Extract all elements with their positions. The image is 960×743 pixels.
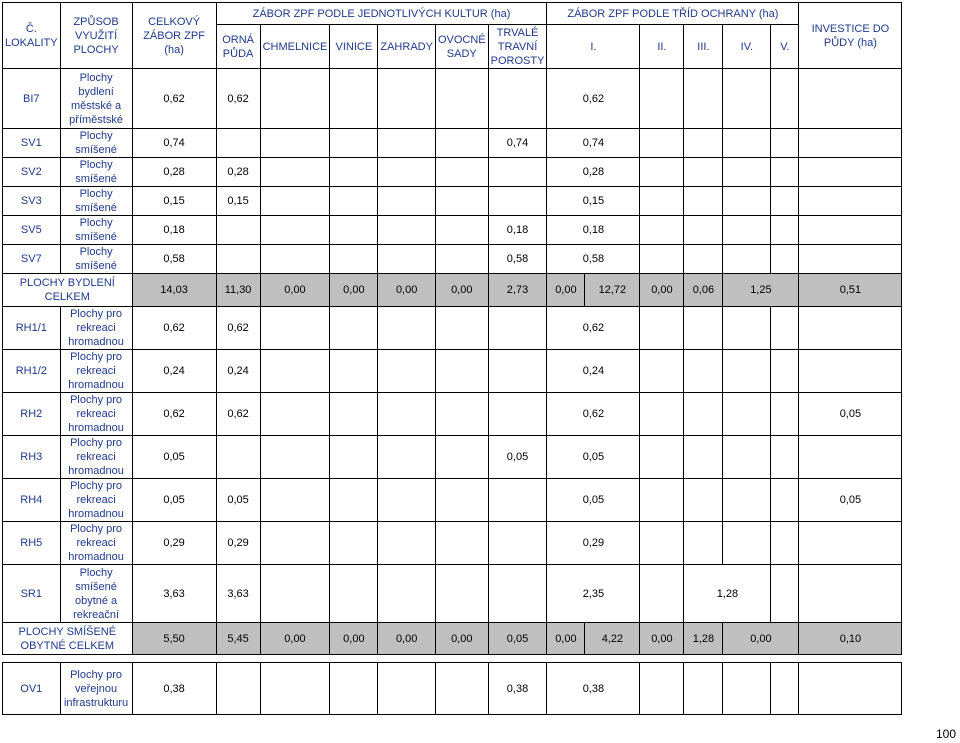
table-row xyxy=(3,436,902,479)
orna-value: 3,63 xyxy=(216,565,260,623)
ttp-value xyxy=(488,187,547,216)
total-value: 0,05 xyxy=(132,436,216,479)
total-class-1: 12,72 xyxy=(585,274,640,307)
total-orna: 5,45 xyxy=(216,623,260,655)
total-value: 0,62 xyxy=(132,393,216,436)
header-total: CELKOVÝ ZÁBOR ZPF (ha) xyxy=(132,3,216,69)
total-class-3: 1,28 xyxy=(684,623,723,655)
header-class-4: IV. xyxy=(723,25,771,69)
locality-code: RH5 xyxy=(3,522,61,565)
total-orna: 11,30 xyxy=(216,274,260,307)
orna-value: 0,15 xyxy=(216,187,260,216)
ttp-value xyxy=(488,393,547,436)
orna-value: 0,62 xyxy=(216,307,260,350)
total-ttp: 0,05 xyxy=(488,623,547,655)
total-investment: 0,51 xyxy=(799,274,902,307)
locality-code: RH4 xyxy=(3,479,61,522)
investment-value xyxy=(799,307,902,350)
locality-code: OV1 xyxy=(3,663,61,715)
usage-label: Plochy pro rekreaci hromadnou xyxy=(60,350,132,393)
locality-code: SR1 xyxy=(3,565,61,623)
orna-value xyxy=(216,129,260,158)
header-ttp: TRVALÉ TRAVNÍ POROSTY xyxy=(488,25,547,69)
table-row xyxy=(3,307,902,350)
class-3-value: 1,28 xyxy=(684,565,771,623)
usage-label: Plochy smíšené xyxy=(60,187,132,216)
usage-label: Plochy pro rekreaci hromadnou xyxy=(60,307,132,350)
locality-code: SV5 xyxy=(3,216,61,245)
ttp-value xyxy=(488,350,547,393)
investment-value xyxy=(799,158,902,187)
total-ttp: 2,73 xyxy=(488,274,547,307)
header-class-3: III. xyxy=(684,25,723,69)
header-locality: Č. LOKALITY xyxy=(3,3,61,69)
table-row xyxy=(3,522,902,565)
total-label: PLOCHY SMÍŠENÉ OBYTNÉ CELKEM xyxy=(3,623,133,655)
investment-value: 0,05 xyxy=(799,393,902,436)
investment-value xyxy=(799,350,902,393)
total-sum: 5,50 xyxy=(132,623,216,655)
ttp-value: 0,38 xyxy=(488,663,547,715)
table-row xyxy=(3,187,902,216)
usage-label: Plochy smíšené obytné a rekreační xyxy=(60,565,132,623)
total-investment: 0,10 xyxy=(799,623,902,655)
total-class-2: 0,00 xyxy=(640,623,684,655)
table-row xyxy=(3,350,902,393)
locality-code: RH2 xyxy=(3,393,61,436)
table-row xyxy=(3,663,902,715)
ttp-value xyxy=(488,522,547,565)
ttp-value xyxy=(488,307,547,350)
total-row xyxy=(3,274,902,307)
class-1-value: 0,24 xyxy=(547,350,640,393)
class-1-value: 0,18 xyxy=(547,216,640,245)
locality-code: SV1 xyxy=(3,129,61,158)
investment-value xyxy=(799,216,902,245)
ttp-value: 0,58 xyxy=(488,245,547,274)
ttp-value xyxy=(488,479,547,522)
table-row xyxy=(3,393,902,436)
usage-label: Plochy bydlení městské a příměstské xyxy=(60,69,132,129)
orna-value: 0,28 xyxy=(216,158,260,187)
header-orna: ORNÁ PŮDA xyxy=(216,25,260,69)
total-class-4: 1,25 xyxy=(723,274,799,307)
header-class-1: I. xyxy=(547,25,640,69)
ttp-value xyxy=(488,69,547,129)
total-label: PLOCHY BYDLENÍ CELKEM xyxy=(3,274,133,307)
total-class-4: 0,00 xyxy=(723,623,799,655)
class-1-value: 0,05 xyxy=(547,436,640,479)
class-1-value: 2,35 xyxy=(547,565,640,623)
total-value: 0,15 xyxy=(132,187,216,216)
zpf-table xyxy=(2,2,902,715)
investment-value xyxy=(799,436,902,479)
total-value: 0,28 xyxy=(132,158,216,187)
header-vinice: VINICE xyxy=(330,25,378,69)
class-1-value: 0,15 xyxy=(547,187,640,216)
total-zahrady: 0,00 xyxy=(378,274,436,307)
total-value: 0,24 xyxy=(132,350,216,393)
class-1-value: 0,38 xyxy=(547,663,640,715)
header-investment: INVESTICE DO PŮDY (ha) xyxy=(799,3,902,69)
investment-value xyxy=(799,522,902,565)
header-cultures: ZÁBOR ZPF PODLE JEDNOTLIVÝCH KULTUR (ha) xyxy=(216,3,547,25)
class-1-value: 0,74 xyxy=(547,129,640,158)
total-value: 0,29 xyxy=(132,522,216,565)
usage-label: Plochy pro veřejnou infrastrukturu xyxy=(60,663,132,715)
locality-code: SV2 xyxy=(3,158,61,187)
class-1-value: 0,62 xyxy=(547,307,640,350)
usage-label: Plochy smíšené xyxy=(60,129,132,158)
investment-value xyxy=(799,565,902,623)
orna-value xyxy=(216,436,260,479)
locality-code: SV3 xyxy=(3,187,61,216)
investment-value: 0,05 xyxy=(799,479,902,522)
table-row xyxy=(3,69,902,129)
total-value: 0,62 xyxy=(132,307,216,350)
locality-code: BI7 xyxy=(3,69,61,129)
class-1-value: 0,62 xyxy=(547,69,640,129)
header-class-5: V. xyxy=(771,25,799,69)
total-col: 0,00 xyxy=(547,274,585,307)
investment-value xyxy=(799,663,902,715)
table-row xyxy=(3,479,902,522)
total-chmelnice: 0,00 xyxy=(260,623,330,655)
total-zahrady: 0,00 xyxy=(378,623,436,655)
header-ovocne: OVOCNÉ SADY xyxy=(435,25,488,69)
total-vinice: 0,00 xyxy=(330,274,378,307)
total-value: 0,74 xyxy=(132,129,216,158)
table-row xyxy=(3,216,902,245)
investment-value xyxy=(799,129,902,158)
total-value: 0,62 xyxy=(132,69,216,129)
usage-label: Plochy pro rekreaci hromadnou xyxy=(60,479,132,522)
header-class-2: II. xyxy=(640,25,684,69)
locality-code: RH1/1 xyxy=(3,307,61,350)
usage-label: Plochy smíšené xyxy=(60,158,132,187)
orna-value xyxy=(216,245,260,274)
table-row xyxy=(3,129,902,158)
orna-value: 0,05 xyxy=(216,479,260,522)
class-1-value: 0,29 xyxy=(547,522,640,565)
total-value: 0,18 xyxy=(132,216,216,245)
usage-label: Plochy smíšené xyxy=(60,245,132,274)
total-ovocne: 0,00 xyxy=(435,623,488,655)
class-1-value: 0,62 xyxy=(547,393,640,436)
investment-value xyxy=(799,187,902,216)
total-value: 0,05 xyxy=(132,479,216,522)
orna-value xyxy=(216,663,260,715)
class-1-value: 0,05 xyxy=(547,479,640,522)
ttp-value: 0,74 xyxy=(488,129,547,158)
orna-value: 0,62 xyxy=(216,393,260,436)
orna-value: 0,29 xyxy=(216,522,260,565)
total-value: 0,38 xyxy=(132,663,216,715)
ttp-value: 0,05 xyxy=(488,436,547,479)
total-vinice: 0,00 xyxy=(330,623,378,655)
investment-value xyxy=(799,245,902,274)
header-usage: ZPŮSOB VYUŽITÍ PLOCHY xyxy=(60,3,132,69)
ttp-value xyxy=(488,565,547,623)
total-value: 0,58 xyxy=(132,245,216,274)
total-sum: 14,03 xyxy=(132,274,216,307)
locality-code: RH3 xyxy=(3,436,61,479)
usage-label: Plochy pro rekreaci hromadnou xyxy=(60,436,132,479)
table-row xyxy=(3,565,902,623)
orna-value: 0,62 xyxy=(216,69,260,129)
ttp-value: 0,18 xyxy=(488,216,547,245)
header-chmelnice: CHMELNICE xyxy=(260,25,330,69)
ttp-value xyxy=(488,158,547,187)
total-row xyxy=(3,623,902,655)
total-class-1: 4,22 xyxy=(585,623,640,655)
page-number: 100 xyxy=(935,727,956,741)
table-row xyxy=(3,158,902,187)
total-value: 3,63 xyxy=(132,565,216,623)
usage-label: Plochy pro rekreaci hromadnou xyxy=(60,522,132,565)
total-ovocne: 0,00 xyxy=(435,274,488,307)
class-1-value: 0,58 xyxy=(547,245,640,274)
orna-value xyxy=(216,216,260,245)
total-class-2: 0,00 xyxy=(640,274,684,307)
locality-code: SV7 xyxy=(3,245,61,274)
usage-label: Plochy smíšené xyxy=(60,216,132,245)
usage-label: Plochy pro rekreaci hromadnou xyxy=(60,393,132,436)
investment-value xyxy=(799,69,902,129)
table-row xyxy=(3,245,902,274)
header-zahrady: ZAHRADY xyxy=(378,25,436,69)
header-protection-classes: ZÁBOR ZPF PODLE TŘÍD OCHRANY (ha) xyxy=(547,3,799,25)
total-col: 0,00 xyxy=(547,623,585,655)
class-1-value: 0,28 xyxy=(547,158,640,187)
total-class-3: 0,06 xyxy=(684,274,723,307)
orna-value: 0,24 xyxy=(216,350,260,393)
locality-code: RH1/2 xyxy=(3,350,61,393)
total-chmelnice: 0,00 xyxy=(260,274,330,307)
